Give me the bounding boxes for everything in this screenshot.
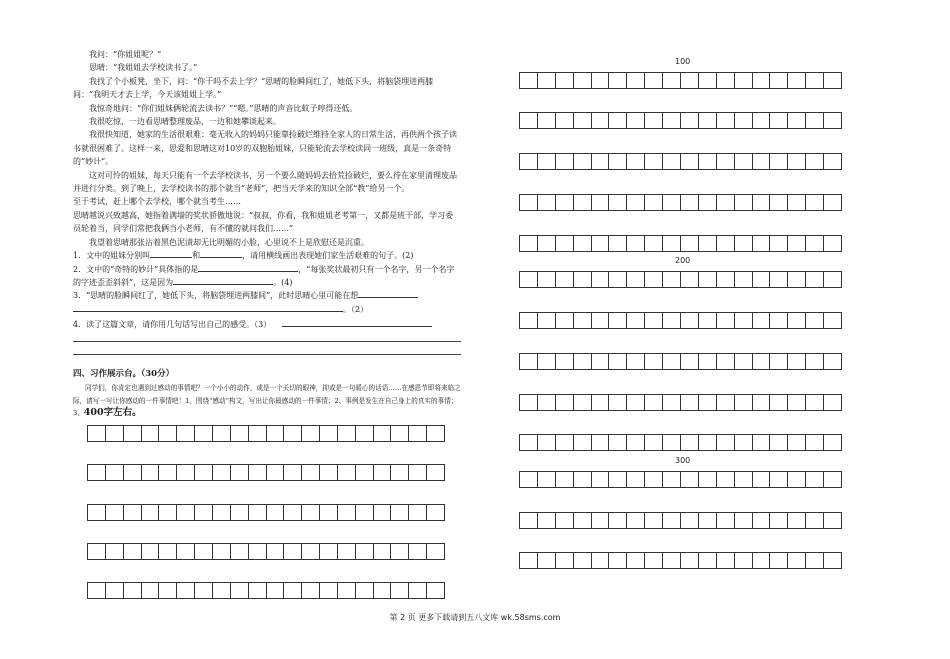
q1-blank-2[interactable] [200, 249, 242, 258]
writing-grid-row[interactable] [519, 394, 842, 411]
q4-text: 4．读了这篇文章，请你用几句话写出自己的感受。（3） [73, 320, 272, 330]
reading-passage [73, 48, 461, 332]
passage-p6: 我很快知道，她家的生活很艰难：毫无收入的妈妈只能靠捡破烂维持全家人的日常生活，再供两个孩子读书就很困难了。这样一来，思爱和思晴这对10岁的双胞胎姐妹，只能轮流去学校读同一班级，真是一条奇特的“妙计”。 [73, 130, 457, 167]
question-4 [73, 318, 461, 331]
passage-p1: 我问：“你姐姐呢？” [89, 50, 162, 59]
writing-grid-row[interactable] [519, 312, 842, 329]
writing-grid-row[interactable] [519, 552, 842, 569]
writing-grid-row[interactable] [519, 471, 842, 488]
word-count-marker-100: 100 [675, 57, 691, 66]
question-1 [73, 249, 461, 262]
page-footer: 第 2 页 更多下载请到五八文库 wk.58sms.com [389, 613, 561, 622]
q2-text-b: ，“每张奖状最初只有一个名字，另一个名字的字迹歪歪斜斜”，这是因为 [73, 264, 455, 287]
question-2 [73, 263, 461, 290]
q2-text-c: 。(4) [273, 277, 293, 287]
writing-grid-row[interactable] [519, 434, 842, 451]
q1-blank-1[interactable] [150, 249, 192, 258]
passage-p8: 至于考试，赶上哪个去学校，哪个就当考生…… [73, 197, 241, 207]
q3-text-a: 3．“思晴的脸瞬间红了，她低下头，将脑袋埋进两膝间”，此时思晴心里可能在想 [73, 291, 359, 301]
answer-line-2[interactable] [73, 354, 461, 355]
q3-text-b: 。（2） [343, 304, 369, 314]
writing-grid-row[interactable] [519, 112, 842, 129]
passage-p10: 我望着思晴那张沾着黑色泥渍却无比明媚的小脸，心里说不上是欣慰还是沉重。 [89, 237, 369, 247]
writing-grid-row[interactable] [519, 271, 842, 288]
passage-p4: 我惊奇地问：“你们姐妹俩轮流去读书？”“嗯。”思晴的声音比蚊子哼得还低。 [89, 103, 358, 113]
writing-grid-row[interactable] [519, 353, 842, 370]
writing-grid-row[interactable] [87, 504, 445, 521]
writing-grid-row[interactable] [87, 543, 445, 560]
passage-p2: 思晴：“我姐姐去学校读书了。” [89, 63, 198, 73]
passage-p7: 这对可怜的姐妹，每天只能有一个去学校读书，另一个要么随妈妈去拾荒捡破烂，要么待在家里清理废品并进行分类。到了晚上，去学校读书的那个就当“老师”，把当天学来的知识全部“教”给另一个。 [73, 170, 457, 194]
writing-grid-row[interactable] [519, 153, 842, 170]
q2-text-a: 2．文中的“奇特的妙计”具体指的是 [73, 264, 199, 274]
writing-word-count: 400字左右。 [83, 407, 142, 418]
passage-p3: 我找了个小板凳，坐下，问：“你干吗不去上学？”思晴的脸瞬间红了，她低下头，将脑袋埋进两膝间：“我明天才去上学，今天该姐姐上学。” [73, 76, 434, 100]
question-3 [73, 289, 461, 316]
q3-blank-1[interactable] [358, 289, 418, 298]
q2-blank-1[interactable] [198, 263, 298, 272]
passage-p9: 思晴越说兴致越高，她指着满墙的奖状骄傲地说：“叔叔，你看，我和姐姐老考第一，又都是班干部，学习委员轮着当，同学们常把我俩当小老师，有不懂的就问我们……” [73, 210, 454, 234]
writing-grid-row[interactable] [519, 194, 842, 211]
q4-blank-1[interactable] [282, 318, 432, 327]
q1-text-a: 1．文中的姐妹分别叫 [73, 251, 151, 261]
word-count-marker-300: 300 [675, 456, 691, 465]
answer-line-1[interactable] [73, 341, 461, 342]
writing-grid-row[interactable] [87, 582, 445, 599]
writing-section [73, 368, 463, 420]
writing-grid-row[interactable] [519, 235, 842, 252]
passage-p5: 我很吃惊，一边看思晴整理废品，一边和她攀谈起来。 [89, 117, 281, 127]
writing-prompt [73, 382, 463, 420]
writing-prompt-text: 同学们，你肯定也遇到过感动的事情吧？一个小小的动作，或是一个关切的眼神，抑或是一句暖心的话语……在感恩节即将来临之际，请写一写让你感动的一件事情吧！1、围绕“感动”构文，写出让你最感动的一件事情；2、事例是发生在自己身上的真实的事情；3、 [73, 384, 461, 417]
writing-grid-row[interactable] [87, 464, 445, 481]
q2-blank-2[interactable] [173, 276, 273, 285]
writing-heading: 四、习作展示台。（30分） [73, 369, 175, 379]
writing-grid-row[interactable] [519, 512, 842, 529]
q3-blank-2[interactable] [73, 303, 343, 312]
q1-text-c: ，请用横线画出表现她们家生活艰难的句子。(2) [242, 251, 414, 261]
q1-text-b: 和 [192, 251, 201, 261]
writing-grid-row[interactable] [519, 72, 842, 89]
word-count-marker-200: 200 [675, 256, 691, 265]
writing-grid-row[interactable] [87, 425, 445, 442]
